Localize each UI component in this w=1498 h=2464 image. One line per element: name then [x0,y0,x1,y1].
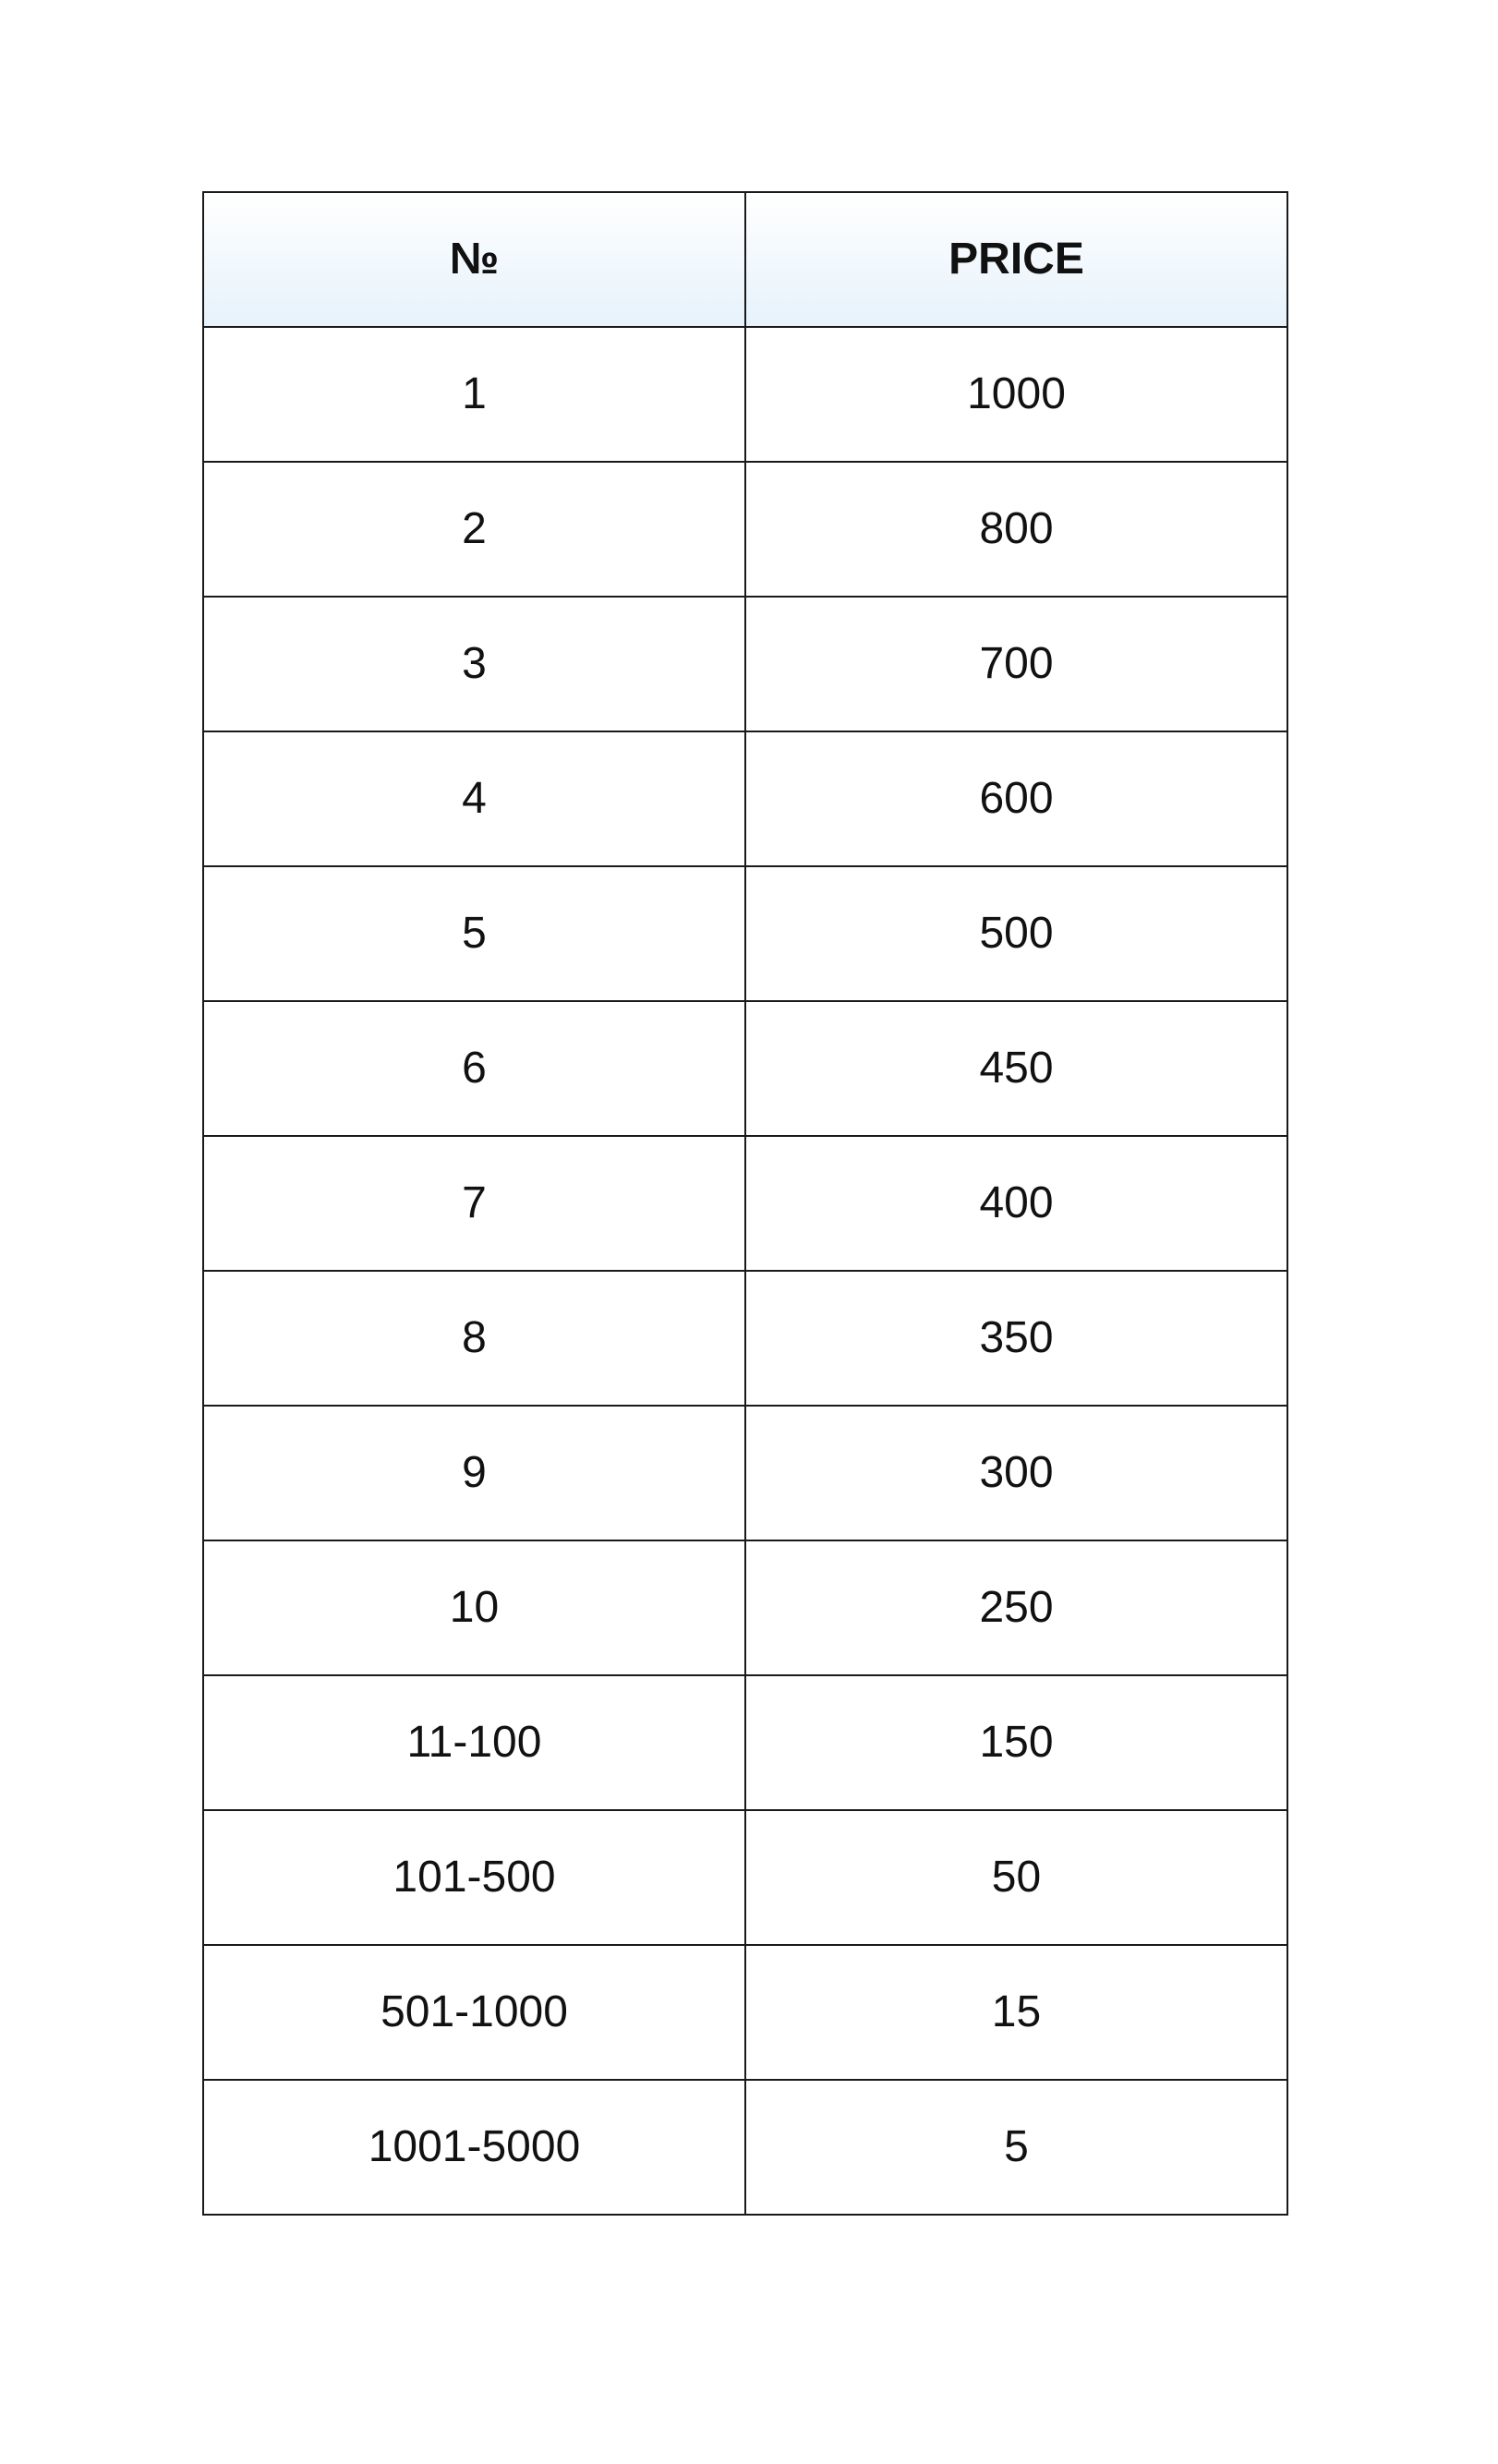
cell-price: 150 [745,1675,1287,1810]
cell-number: 10 [203,1540,745,1675]
cell-price: 350 [745,1271,1287,1406]
table-row [203,866,1287,1001]
table-row [203,1540,1287,1675]
cell-price: 1000 [745,327,1287,462]
cell-number: 101-500 [203,1810,745,1945]
cell-number: 7 [203,1136,745,1271]
cell-number: 3 [203,597,745,731]
cell-price: 5 [745,2080,1287,2215]
table-row [203,597,1287,731]
table-header-row [203,192,1287,327]
cell-number: 5 [203,866,745,1001]
table-row [203,1136,1287,1271]
cell-number: 6 [203,1001,745,1136]
cell-price: 300 [745,1406,1287,1540]
cell-number: 4 [203,731,745,866]
cell-number: 2 [203,462,745,597]
cell-price: 450 [745,1001,1287,1136]
cell-price: 800 [745,462,1287,597]
cell-number: 1001-5000 [203,2080,745,2215]
cell-price: 50 [745,1810,1287,1945]
table-row [203,731,1287,866]
cell-price: 15 [745,1945,1287,2080]
table-row [203,1675,1287,1810]
table-row [203,1945,1287,2080]
cell-number: 501-1000 [203,1945,745,2080]
table-row [203,1406,1287,1540]
table-row [203,1001,1287,1136]
table-row [203,2080,1287,2215]
cell-number: 11-100 [203,1675,745,1810]
table-row [203,327,1287,462]
cell-price: 700 [745,597,1287,731]
cell-number: 9 [203,1406,745,1540]
cell-price: 250 [745,1540,1287,1675]
column-header-price: PRICE [745,192,1287,327]
cell-number: 8 [203,1271,745,1406]
cell-number: 1 [203,327,745,462]
table-row [203,1271,1287,1406]
column-header-number: № [203,192,745,327]
table-row [203,1810,1287,1945]
cell-price: 400 [745,1136,1287,1271]
table-row [203,462,1287,597]
price-table [202,191,1288,2216]
cell-price: 500 [745,866,1287,1001]
cell-price: 600 [745,731,1287,866]
